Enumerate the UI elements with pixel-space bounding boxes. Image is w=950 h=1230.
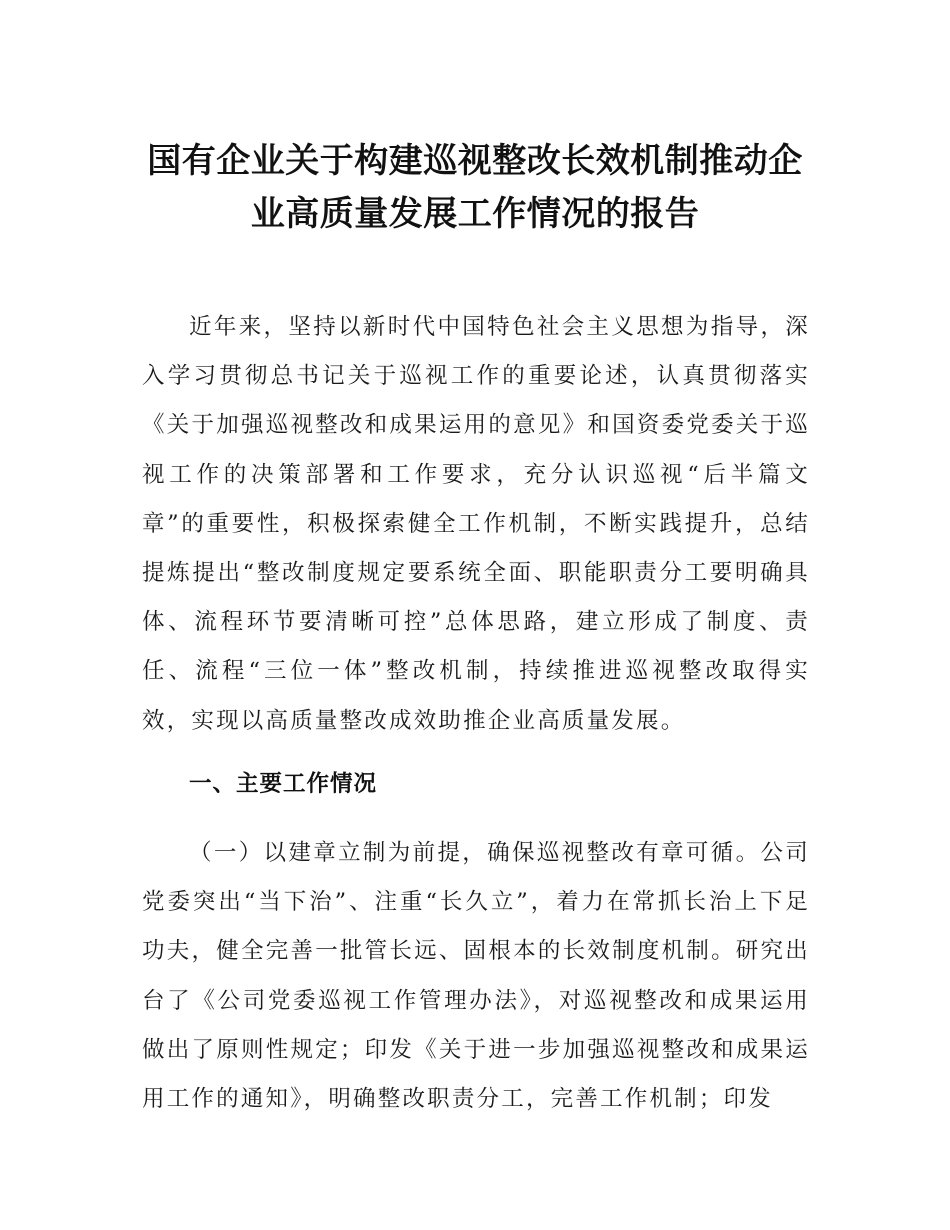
intro-paragraph: 近年来，坚持以新时代中国特色社会主义思想为指导，深入学习贯彻总书记关于巡视工作的重要论述，认真贯彻落实《关于加强巡视整改和成果运用的意见》和国资委党委关于巡视工作的决策部署和工作要求，充分认识巡视“后半篇文章”的重要性，积极探索健全工作机制，不断实践提升，总结提炼提出“整改制度规定要系统全面、职能职责分工要明确具体、流程环节要清晰可控”总体思路，建立形成了制度、责任、流程“三位一体”整改机制，持续推进巡视整改取得实效，实现以高质量整改成效助推企业高质量发展。 <box>142 314 810 734</box>
section-paragraph: （一）以建章立制为前提，确保巡视整改有章可循。公司党委突出“当下治”、注重“长久立”，着力在常抓长治上下足功夫，健全完善一批管长远、固根本的长效制度机制。研究出台了《公司党委巡视工作管理办法》，对巡视整改和成果运用做出了原则性规定；印发《关于进一步加强巡视整改和成果运用工作的通知》，明确整改职责分工，完善工作机制；印发 <box>142 840 810 1113</box>
section-heading: 一、主要工作情况 <box>189 771 378 797</box>
document-title: 国有企业关于构建巡视整改长效机制推动企业高质量发展工作情况的报告 <box>147 140 803 234</box>
